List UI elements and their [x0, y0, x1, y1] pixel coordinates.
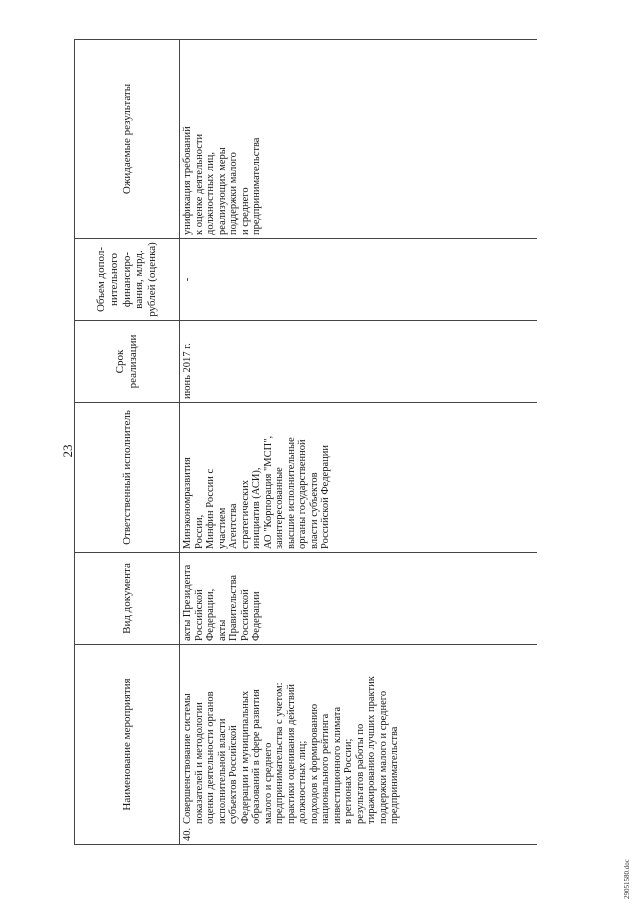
- header-deadline: Срок реализации: [75, 321, 180, 403]
- row-number: 40.: [182, 827, 193, 841]
- cell-doc-type: [180, 553, 538, 645]
- cell-funding: [180, 239, 538, 321]
- cell-name: [180, 645, 538, 845]
- measure-name-text: Совершенствование системы показателей и методологии оценки деятельности органов исполнительной власти субъектов Российской Федерации и муниципальных образований в сфере развития малого и среднего предпринимательства с учетом: практики оценивания действий должностных лиц; подходов к формированию национального рейтинга инвестиционного климата в регионах России; результатов работы по тиражированию лучших практик поддержки малого и среднего предпринимательства: [182, 676, 400, 824]
- funding-text: -: [182, 277, 193, 282]
- cell-executor: [180, 403, 538, 553]
- header-results: Ожидаемые результаты: [75, 40, 180, 239]
- page-number: 23: [60, 444, 75, 458]
- cell-results: [180, 40, 538, 239]
- footer-filename: 29051580.doc: [623, 859, 631, 899]
- header-doc-type: Вид документа: [75, 553, 180, 645]
- table-row: [180, 40, 538, 845]
- measures-table: [74, 39, 537, 845]
- results-text: унификация требований к оценке деятельности должностных лиц, реализующих меры поддержки малого и среднего предпринимательства: [182, 126, 262, 235]
- cell-deadline: [180, 321, 538, 403]
- doc-type-text: акты Президента Российской Федерации, акты Правительства Российской Федерации: [182, 564, 262, 641]
- header-name: Наименование мероприятия: [75, 645, 180, 845]
- deadline-text: июнь 2017 г.: [182, 343, 193, 399]
- header-funding: Объем допол-нительного финансиро-вания, млрд. рублей (оценка): [75, 239, 180, 321]
- executor-text: Минэкономразвития России, Минфин России с участием Агентства стратегических инициатив (АСИ), АО "Корпорация "МСП", заинтересованные высшие исполнительные органы государственной власти субъектов Российской Федерации: [182, 435, 331, 549]
- table-header-row: [75, 40, 180, 845]
- header-executor: Ответственный исполнитель: [75, 403, 180, 553]
